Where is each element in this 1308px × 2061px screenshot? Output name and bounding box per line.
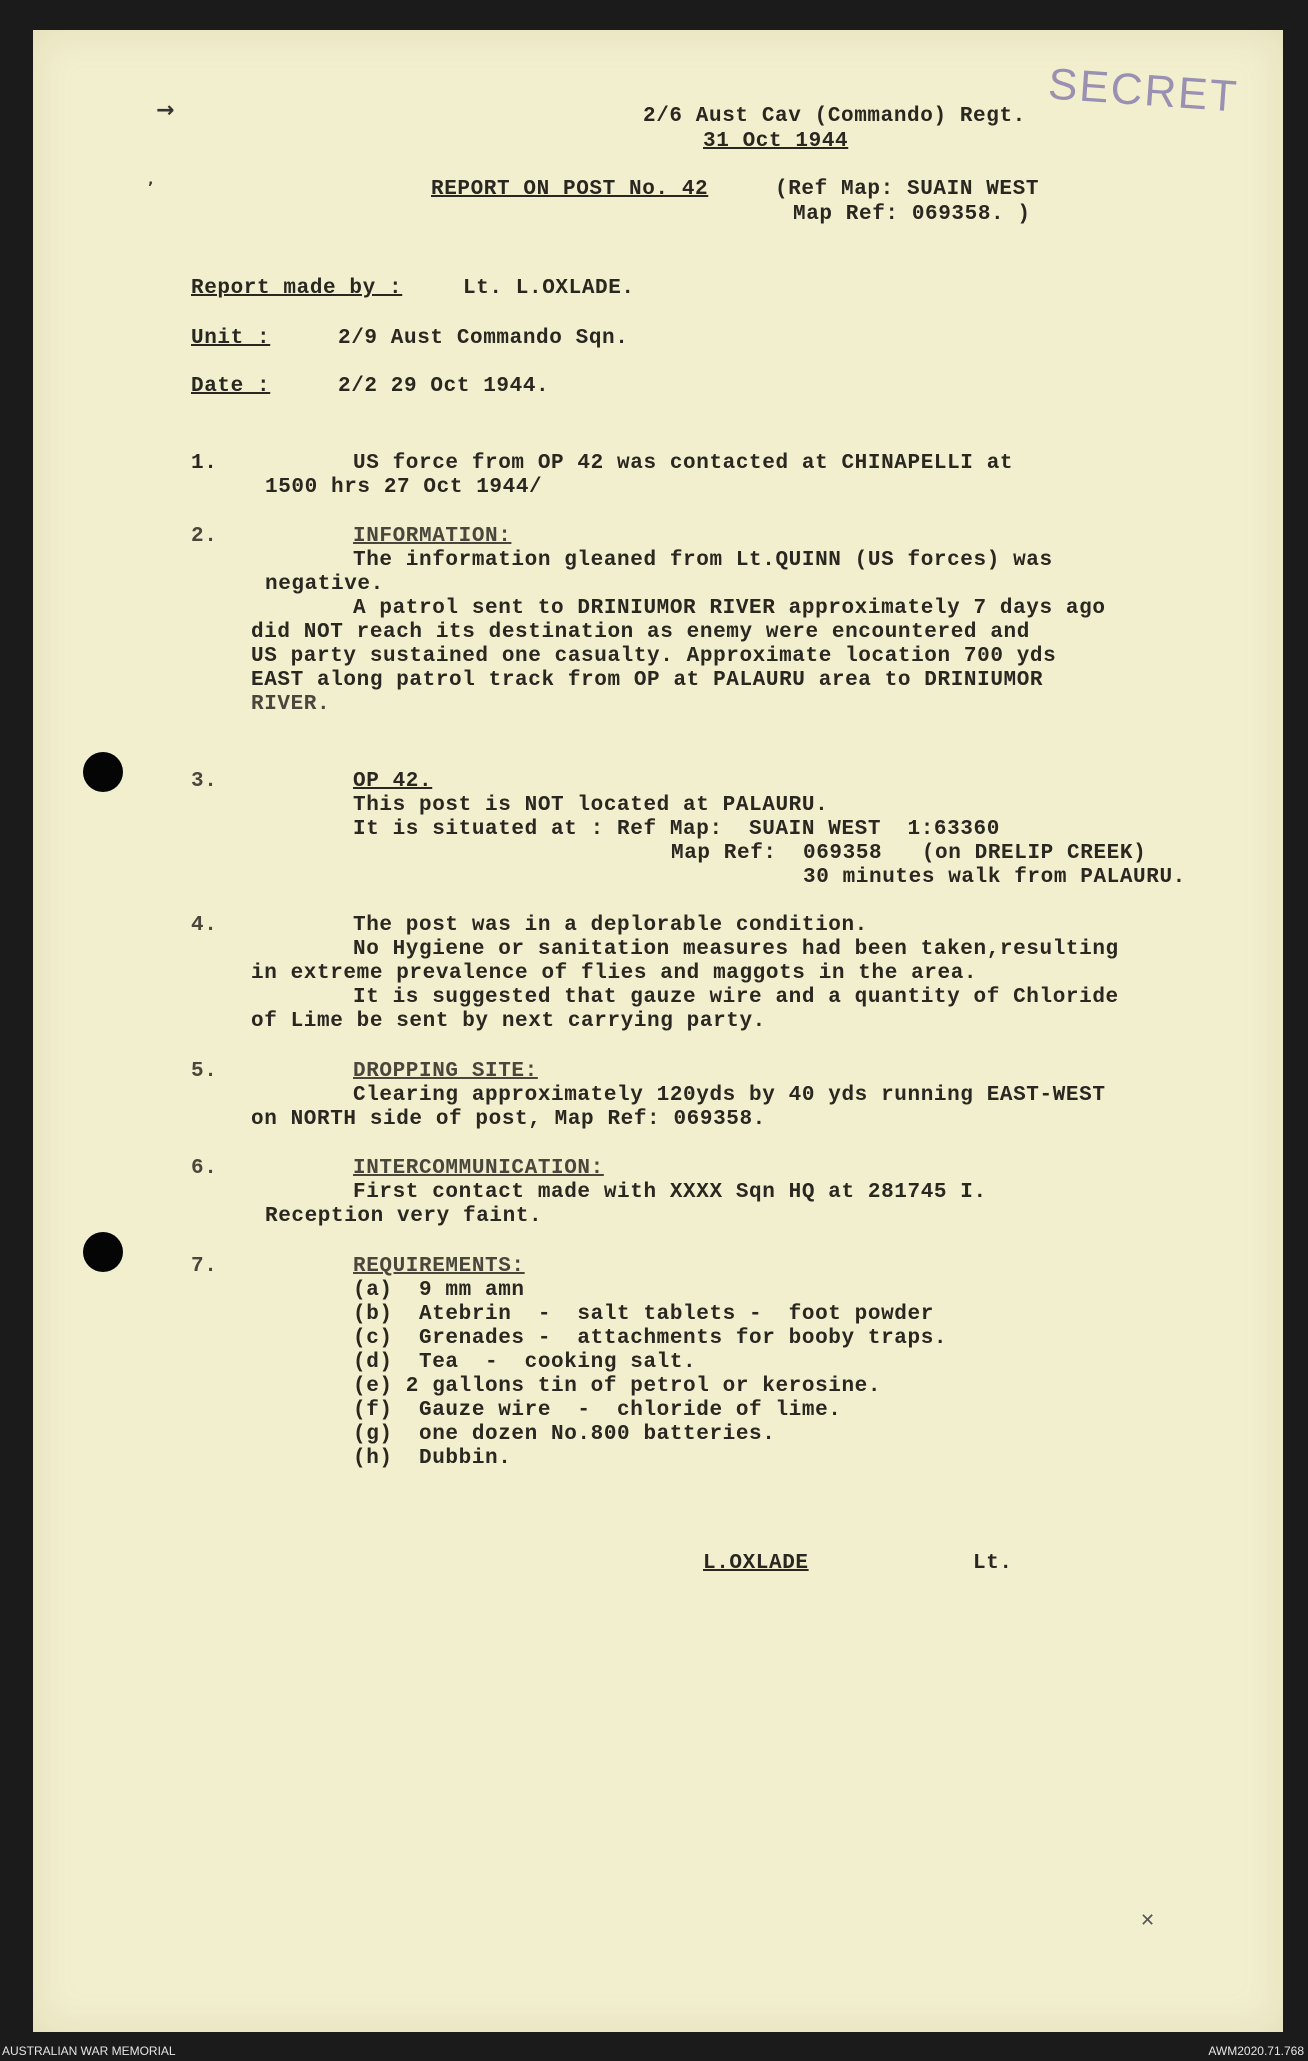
list-item: (c) Grenades - attachments for booby traps. <box>353 1327 948 1350</box>
list-item: (g) one dozen No.800 batteries. <box>353 1423 776 1446</box>
report-title: REPORT ON POST No. 42 <box>431 178 709 201</box>
margin-tick: ’ <box>148 180 154 196</box>
s1-num: 1. <box>191 452 218 475</box>
footer-archive-id: AWM2020.71.768 <box>1208 2044 1304 2058</box>
s2-line: A patrol sent to DRINIUMOR RIVER approximately 7 days ago <box>353 597 1106 620</box>
s2-line: negative. <box>265 573 384 596</box>
s3-heading: OP 42. <box>353 770 433 793</box>
s2-line: The information gleaned from Lt.QUINN (US forces) was <box>353 549 1053 572</box>
s3-line: 30 minutes walk from PALAURU. <box>803 866 1186 889</box>
punch-hole-bottom <box>83 1232 123 1272</box>
list-item: (f) Gauze wire - chloride of lime. <box>353 1399 842 1422</box>
s6-line: First contact made with XXXX Sqn HQ at 281745 I. <box>353 1181 987 1204</box>
s1-line: US force from OP 42 was contacted at CHINAPELLI at <box>353 452 1014 475</box>
punch-hole-top <box>83 752 123 792</box>
s3-line: It is situated at : Ref Map: SUAIN WEST 1:63360 <box>353 818 1000 841</box>
made-by-value: Lt. L.OXLADE. <box>463 277 635 300</box>
s3-num: 3. <box>191 770 218 793</box>
s2-line: US party sustained one casualty. Approximate location 700 yds <box>251 645 1057 668</box>
s6-line: Reception very faint. <box>265 1205 543 1228</box>
s5-line: on NORTH side of post, Map Ref: 069358. <box>251 1108 766 1131</box>
s5-line: Clearing approximately 120yds by 40 yds running EAST-WEST <box>353 1084 1106 1107</box>
date-value: 2/2 29 Oct 1944. <box>338 375 550 398</box>
document-page <box>33 30 1283 2032</box>
date-label: Date : <box>191 375 271 398</box>
report-ref-map: (Ref Map: SUAIN WEST <box>775 178 1040 201</box>
s2-num: 2. <box>191 525 218 548</box>
pencil-mark: ✕ <box>1140 1910 1156 1931</box>
list-item: (d) Tea - cooking salt. <box>353 1351 697 1374</box>
s4-line: No Hygiene or sanitation measures had been taken,resulting <box>353 938 1119 961</box>
s6-num: 6. <box>191 1157 218 1180</box>
signature-name: L.OXLADE <box>703 1552 809 1575</box>
list-item: (a) 9 mm amn <box>353 1279 525 1302</box>
footer-archive-name: AUSTRALIAN WAR MEMORIAL <box>2 2044 176 2058</box>
list-item: (b) Atebrin - salt tablets - foot powder <box>353 1303 934 1326</box>
header-unit: 2/6 Aust Cav (Commando) Regt. <box>643 105 1026 128</box>
s3-line: Map Ref: 069358 (on DRELIP CREEK) <box>671 842 1147 865</box>
corner-mark: → <box>156 98 175 123</box>
signature-rank: Lt. <box>973 1552 1013 1575</box>
s5-heading: DROPPING SITE: <box>353 1060 538 1083</box>
s1-line: 1500 hrs 27 Oct 1944/ <box>265 476 543 499</box>
list-item: (e) 2 gallons tin of petrol or kerosine. <box>353 1375 882 1398</box>
s3-line: This post is NOT located at PALAURU. <box>353 794 829 817</box>
s4-line: It is suggested that gauze wire and a quantity of Chloride <box>353 986 1119 1009</box>
s2-heading: INFORMATION: <box>353 525 512 548</box>
made-by-label: Report made by : <box>191 277 403 300</box>
secret-stamp: SECRET <box>1046 59 1240 122</box>
s2-line: RIVER. <box>251 693 331 716</box>
list-item: (h) Dubbin. <box>353 1447 512 1470</box>
s4-line: of Lime be sent by next carrying party. <box>251 1010 766 1033</box>
s2-line: did NOT reach its destination as enemy were encountered and <box>251 621 1030 644</box>
unit-label: Unit : <box>191 327 271 350</box>
s4-line: in extreme prevalence of flies and maggots in the area. <box>251 962 978 985</box>
report-map-ref: Map Ref: 069358. ) <box>793 203 1031 226</box>
s5-num: 5. <box>191 1060 218 1083</box>
s4-num: 4. <box>191 914 218 937</box>
unit-value: 2/9 Aust Commando Sqn. <box>338 327 629 350</box>
s2-line: EAST along patrol track from OP at PALAURU area to DRINIUMOR <box>251 669 1044 692</box>
s7-heading: REQUIREMENTS: <box>353 1255 525 1278</box>
header-date: 31 Oct 1944 <box>703 130 849 153</box>
s7-num: 7. <box>191 1255 218 1278</box>
s4-line: The post was in a deplorable condition. <box>353 914 868 937</box>
s6-heading: INTERCOMMUNICATION: <box>353 1157 604 1180</box>
